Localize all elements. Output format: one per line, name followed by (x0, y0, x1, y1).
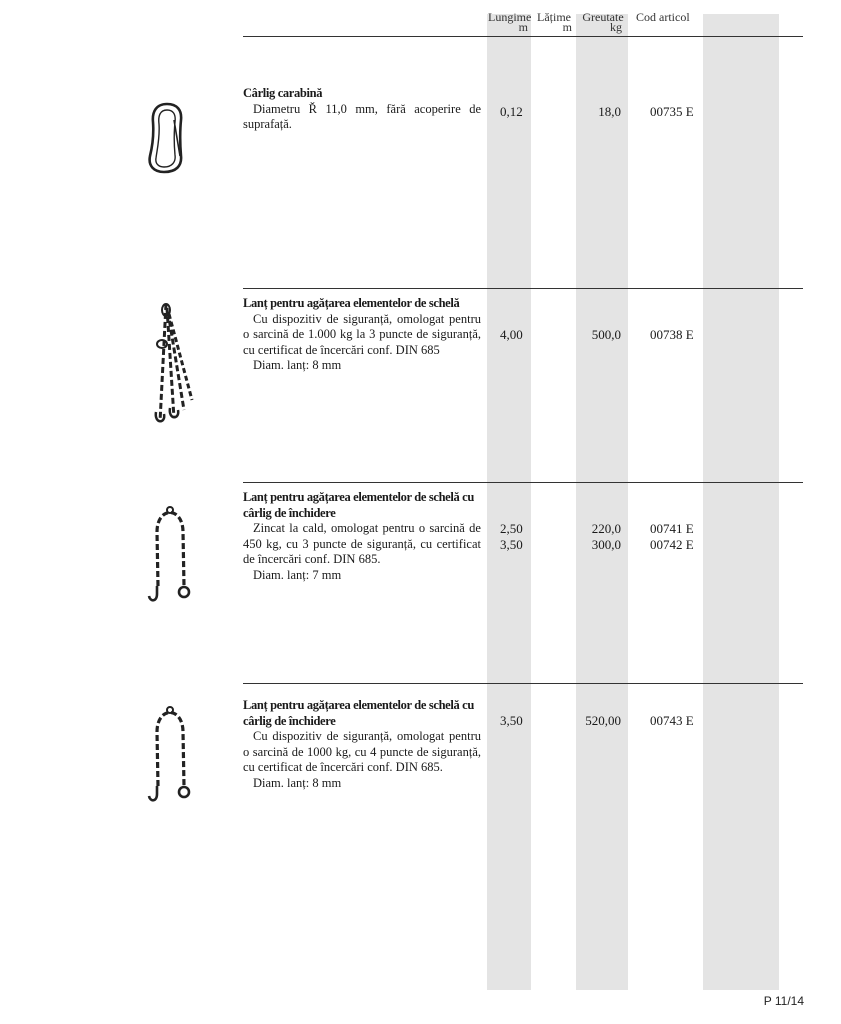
item-1-weight: 18,0 (598, 104, 621, 119)
header-length-label: Lungime (488, 10, 532, 24)
header-length (488, 12, 530, 32)
header-width (534, 12, 574, 32)
page-number: P 11/14 (763, 994, 804, 1008)
item-2-diameter: Diam. lanț: 8 mm (253, 358, 342, 372)
item-3-description (243, 490, 481, 583)
chain-with-hook-icon (146, 496, 194, 604)
header-weight (578, 12, 628, 32)
item-4-weight: 520,00 (585, 713, 621, 728)
item-1-code: 00735 E (650, 104, 694, 119)
item-4-title: Lanț pentru agățarea elementelor de schelă cu cârlig de închidere (243, 698, 474, 728)
item-2-length: 4,00 (500, 327, 523, 342)
section-divider-4 (243, 683, 803, 684)
item-1-text: Diametru Ř 11,0 mm, fără acoperire de suprafață. (243, 101, 481, 131)
item-1-description (243, 86, 481, 133)
header-length-unit: m (518, 20, 528, 34)
item-3-length-2: 3,50 (500, 537, 523, 552)
weight-column-stripe (576, 14, 628, 990)
carabiner-hook-icon (144, 100, 190, 176)
item-2-code: 00738 E (650, 327, 694, 342)
header-weight-label: Greutate (582, 10, 624, 24)
section-divider-3 (243, 482, 803, 483)
item-3-code-1: 00741 E (650, 521, 694, 536)
header-width-unit: m (562, 20, 572, 34)
extra-column-stripe (703, 14, 779, 990)
item-4-length: 3,50 (500, 713, 523, 728)
item-3-text: Zincat la cald, omologat pentru o sarcină de 450 kg, cu 3 puncte de siguranță, cu certificat de încercări conf. DIN 685. (243, 521, 481, 566)
item-1-length: 0,12 (500, 104, 523, 119)
item-3-title: Lanț pentru agățarea elementelor de schelă cu cârlig de închidere (243, 490, 474, 520)
item-4-text: Cu dispozitiv de siguranță, omologat pentru o sarcină de 1000 kg, cu 4 puncte de siguranță, cu certificat de încercări conf. DIN 685. (243, 729, 481, 774)
item-3-diameter: Diam. lanț: 7 mm (253, 567, 342, 582)
header-weight-unit: kg (610, 20, 622, 34)
item-4-code: 00743 E (650, 713, 694, 728)
item-2-description (243, 296, 481, 374)
item-2-title: Lanț pentru agățarea elementelor de schelă (243, 296, 460, 310)
header-divider (243, 36, 803, 37)
item-1-title: Cârlig carabină (243, 86, 323, 100)
length-column-stripe (487, 14, 531, 990)
header-code (636, 12, 690, 22)
item-4-diameter: Diam. lanț: 8 mm (253, 775, 342, 790)
item-2-text: Cu dispozitiv de siguranță, omologat pentru o sarcină de 1.000 kg la 3 puncte de siguranță, cu certificat de încercări conf. DIN 685 (243, 311, 481, 357)
header-width-label: Lățime (537, 10, 571, 24)
chain-with-hook-icon (146, 694, 194, 806)
item-3-code-2: 00742 E (650, 537, 694, 552)
item-2-weight: 500,0 (591, 327, 621, 342)
item-3-weight-1: 220,0 (591, 521, 621, 536)
multi-leg-chain-sling-icon (150, 300, 196, 426)
item-3-weight-2: 300,0 (591, 537, 621, 552)
section-divider-2 (243, 288, 803, 289)
item-3-length-1: 2,50 (500, 521, 523, 536)
header-code-label: Cod articol (636, 10, 690, 24)
item-4-description (243, 698, 481, 791)
